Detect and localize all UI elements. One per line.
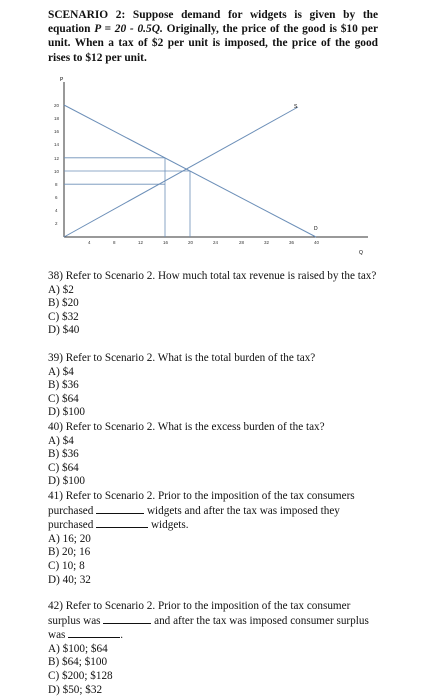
- y-tick-10: 10: [54, 169, 60, 174]
- option: D) $40: [48, 324, 80, 337]
- supply-demand-graph: [48, 72, 378, 262]
- option: A) $4: [48, 434, 74, 447]
- x-tick-20: 20: [188, 240, 194, 245]
- demand-label: D: [314, 226, 318, 232]
- scenario-equation: P = 20 - 0.5Q.: [94, 23, 163, 36]
- option: C) $64: [48, 461, 79, 474]
- answer-blank: [96, 504, 144, 514]
- supply-curve: [64, 107, 298, 237]
- x-tick-36: 36: [289, 240, 295, 245]
- option: C) 10; 8: [48, 559, 85, 572]
- y-tick-6: 6: [55, 195, 58, 200]
- y-axis-label: P: [60, 77, 64, 83]
- question-42-stem-c: .: [120, 629, 123, 642]
- y-tick-20: 20: [54, 103, 60, 108]
- option: A) $4: [48, 365, 74, 378]
- answer-blank: [96, 518, 148, 528]
- option: D) $100: [48, 475, 85, 488]
- y-tick-14: 14: [54, 142, 60, 147]
- answer-blank: [68, 628, 120, 638]
- option: D) $100: [48, 406, 85, 419]
- y-ticks: [54, 103, 60, 226]
- option: B) $36: [48, 448, 79, 461]
- x-ticks: [88, 240, 320, 245]
- x-tick-28: 28: [239, 240, 245, 245]
- question-40-stem: 40) Refer to Scenario 2. What is the excess burden of the tax?: [48, 421, 325, 433]
- y-tick-4: 4: [55, 208, 58, 213]
- x-tick-32: 32: [264, 240, 270, 245]
- scenario-text-1: Suppose demand for widgets is given by the equation: [48, 9, 378, 36]
- question-40: [48, 421, 388, 489]
- option: C) $64: [48, 392, 79, 405]
- x-tick-8: 8: [113, 240, 116, 245]
- y-tick-12: 12: [54, 156, 60, 161]
- question-41: [48, 490, 378, 587]
- option: A) 16; 20: [48, 532, 91, 545]
- option: B) $20: [48, 297, 79, 310]
- option: C) $200; $128: [48, 669, 113, 682]
- option: D) $50; $32: [48, 683, 103, 696]
- y-tick-2: 2: [55, 221, 58, 226]
- answer-blank: [103, 614, 151, 624]
- question-41-stem-b: widgets and after the tax was imposed they purchased: [48, 504, 340, 532]
- question-41-stem-a: 41) Refer to Scenario 2. Prior to the imposition of the tax consumers purchased: [48, 490, 355, 517]
- question-42-stem-b: and after the tax was imposed consumer surplus was: [48, 614, 369, 642]
- x-tick-24: 24: [213, 240, 219, 245]
- question-38: [48, 270, 388, 338]
- question-42: [48, 600, 378, 697]
- option: C) $32: [48, 310, 79, 323]
- question-41-stem-c: widgets.: [150, 519, 189, 532]
- x-tick-12: 12: [138, 240, 144, 245]
- scenario-header: [48, 8, 378, 65]
- question-39-stem: 39) Refer to Scenario 2. What is the total burden of the tax?: [48, 352, 316, 364]
- question-42-stem-a: 42) Refer to Scenario 2. Prior to the imposition of the tax consumer surplus was: [48, 600, 351, 627]
- option: B) $36: [48, 379, 79, 392]
- question-39: [48, 352, 388, 420]
- y-tick-16: 16: [54, 129, 60, 134]
- option: B) 20; 16: [48, 546, 91, 559]
- option: A) $100; $64: [48, 642, 108, 655]
- y-tick-8: 8: [55, 182, 58, 187]
- scenario-label: SCENARIO 2:: [48, 9, 126, 21]
- x-tick-16: 16: [163, 240, 169, 245]
- x-tick-40: 40: [314, 240, 320, 245]
- y-tick-18: 18: [54, 116, 60, 121]
- x-axis-label: Q: [359, 250, 363, 256]
- option: B) $64; $100: [48, 656, 108, 669]
- question-41-stem: [48, 490, 378, 533]
- question-38-stem: 38) Refer to Scenario 2. How much total tax revenue is raised by the tax?: [48, 270, 377, 282]
- option: D) 40; 32: [48, 573, 91, 586]
- question-42-stem: [48, 600, 378, 643]
- option: A) $2: [48, 283, 74, 296]
- x-tick-4: 4: [88, 240, 91, 245]
- scenario-text-2: Originally, the price of the good is $10 per unit. When a tax of $2 per unit is imposed, the price of the good rises to $12 per unit.: [48, 23, 378, 64]
- supply-label: S: [294, 104, 298, 110]
